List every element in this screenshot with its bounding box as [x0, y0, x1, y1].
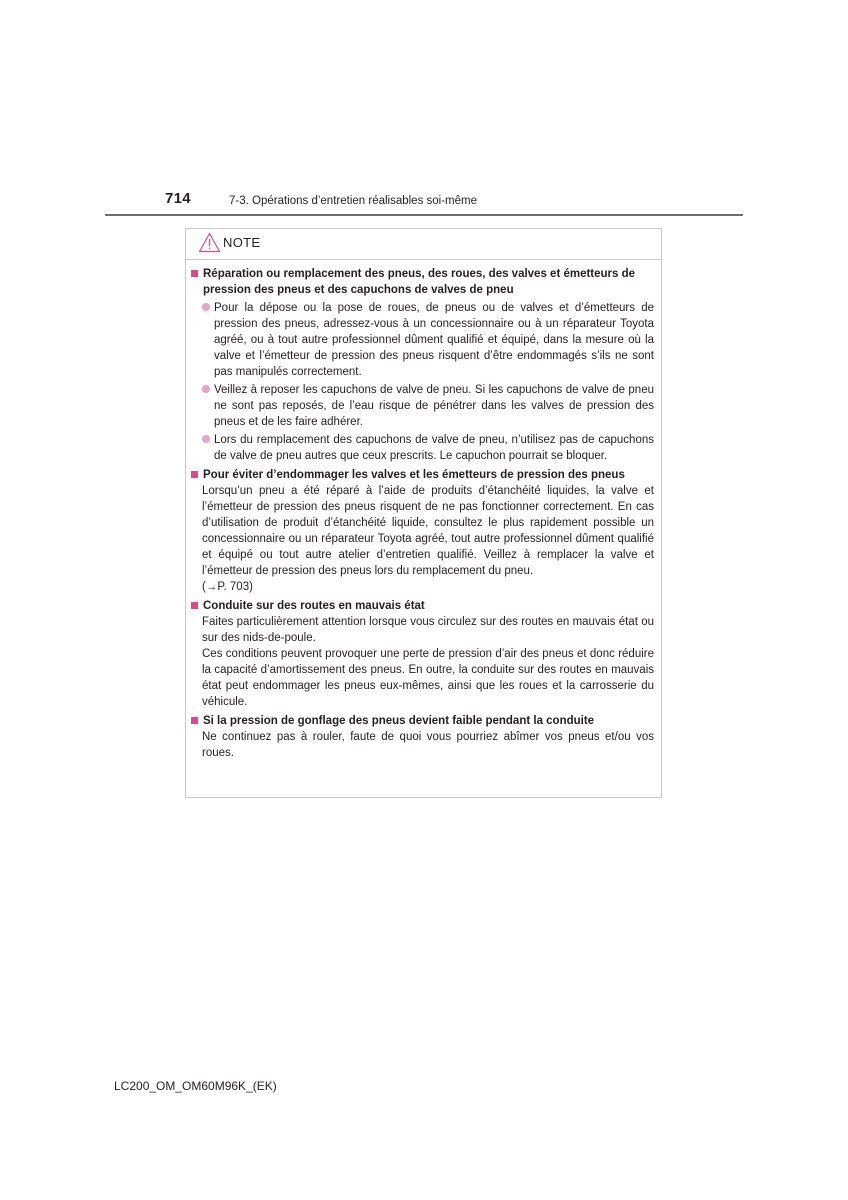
section-paragraphs	[190, 614, 654, 710]
section-heading	[190, 467, 654, 483]
note-label: NOTE	[223, 235, 261, 250]
paragraph: Ces conditions peuvent provoquer une perte de pression d’air des pneus et donc réduire la capacité d’amortissement des pneus. En outre, la conduite sur des routes en mauvais état peut endommager les pneus eux-mêmes, ainsi que les roues et la carrosserie du véhicule.	[202, 648, 654, 708]
section-heading	[190, 713, 654, 729]
header-divider	[105, 214, 743, 216]
note-header	[186, 229, 661, 260]
square-bullet-icon	[191, 270, 198, 277]
paragraph: Lorsqu’un pneu a été réparé à l’aide de produits d’étanchéité liquides, la valve et l’émetteur de pression des pneus risquent de ne pas fonctionner correctement. En cas d’utilisation de produit d’étanchéité liquide, consultez le plus rapidement possible un concessionnaire ou un réparateur Toyota agréé, tout autre professionnel dûment qualifié et équipé ou tout autre atelier d’entretien qualifié. Veillez à remplacer la valve et l’émetteur de pression des pneus lors du remplacement du pneu.	[202, 485, 654, 577]
section-title: 7-3. Opérations d’entretien réalisables soi-même	[229, 195, 478, 207]
section-heading-text: Réparation ou remplacement des pneus, des roues, des valves et émetteurs de pression des pneus et des capuchons de valves de pneu	[203, 268, 636, 296]
page-header	[0, 0, 848, 218]
square-bullet-icon	[191, 471, 198, 478]
list-item	[190, 382, 654, 430]
note-body	[186, 260, 661, 761]
circle-bullet-icon	[202, 303, 210, 311]
section-heading-text: Pour éviter d’endommager les valves et les émetteurs de pression des pneus	[203, 469, 625, 481]
section-paragraphs	[190, 729, 654, 761]
square-bullet-icon	[191, 602, 198, 609]
page-reference-link[interactable]: (→P. 703)	[202, 581, 253, 593]
list-item-text: Lors du remplacement des capuchons de valve de pneu, n’utilisez pas de capuchons de valve de pneu autres que ceux prescrits. Le capuchon pourrait se bloquer.	[214, 434, 654, 462]
section-heading-text: Conduite sur des routes en mauvais état	[203, 600, 425, 612]
page-number: 714	[165, 190, 191, 207]
section-heading	[190, 266, 654, 298]
list-item-text: Pour la dépose ou la pose de roues, de pneus ou de valves et d’émetteurs de pression des pneus, adressez-vous à un concessionnaire ou à un réparateur Toyota agréé, ou à tout autre professionnel dûment qualifié et équipé, dans la mesure où la valve et l’émetteur de pression des pneus risquent d’être endommagés s’ils ne sont pas manipulés correctement.	[214, 302, 654, 378]
list-item	[190, 300, 654, 380]
circle-bullet-icon	[202, 385, 210, 393]
note-box	[185, 228, 662, 798]
list-item-text: Veillez à reposer les capuchons de valve de pneu. Si les capuchons de valve de pneu ne sont pas reposés, de l’eau risque de pénétrer dans les valves de pression des pneus et de les faire adhérer.	[214, 384, 654, 428]
paragraph: Faites particulièrement attention lorsque vous circulez sur des routes en mauvais état ou sur des nids-de-poule.	[202, 616, 654, 644]
document-code: LC200_OM_OM60M96K_(EK)	[114, 1079, 277, 1093]
list-item	[190, 432, 654, 464]
paragraph: Ne continuez pas à rouler, faute de quoi vous pourriez abîmer vos pneus et/ou vos roues.	[202, 731, 654, 759]
circle-bullet-icon	[202, 435, 210, 443]
square-bullet-icon	[191, 717, 198, 724]
section-paragraphs	[190, 483, 654, 595]
warning-triangle-icon	[198, 232, 221, 253]
section-heading-text: Si la pression de gonflage des pneus devient faible pendant la conduite	[203, 715, 595, 727]
section-heading	[190, 598, 654, 614]
